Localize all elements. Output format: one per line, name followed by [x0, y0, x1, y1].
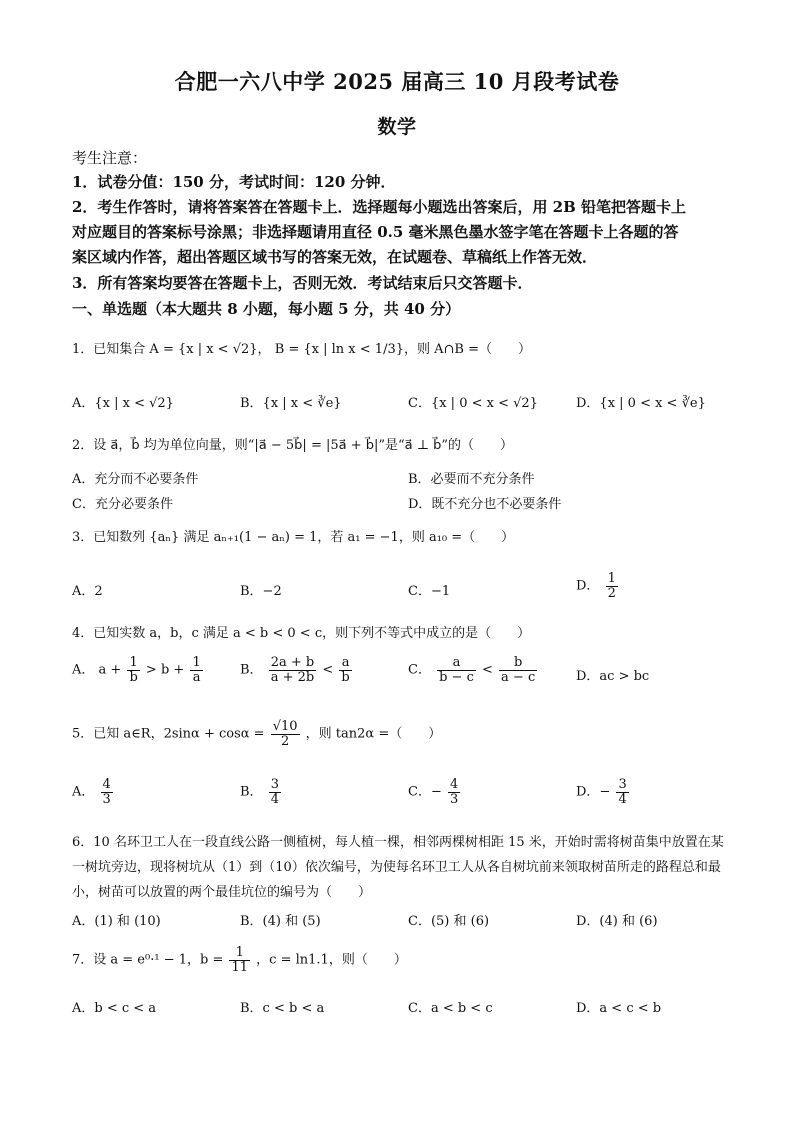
option-d[interactable] [576, 778, 631, 806]
question-2-options-row1 [72, 468, 732, 496]
set-a-definition: A = {x | x < √2} [149, 342, 258, 357]
option-d[interactable] [576, 572, 620, 600]
option-label: D． [576, 578, 600, 594]
option-label: A． [72, 784, 95, 800]
option-a[interactable]: A．b < c < a [72, 1001, 157, 1016]
option-label: B． [240, 784, 263, 800]
question-5-options [72, 778, 732, 806]
option-b[interactable]: B．−2 [240, 584, 282, 599]
section-heading: 一、单选题（本大题共 8 小题，每小题 5 分，共 40 分） [72, 300, 461, 318]
fraction [606, 572, 618, 600]
relation: < [322, 662, 334, 678]
option-b[interactable] [240, 656, 354, 684]
denominator: 3 [102, 791, 111, 807]
numerator: 2a + b [270, 655, 315, 670]
option-c[interactable]: C．−1 [408, 584, 451, 599]
fraction [101, 778, 113, 806]
fraction [269, 778, 281, 806]
fraction [269, 656, 317, 684]
question-5 [72, 720, 732, 748]
question-2-options-row2 [72, 493, 732, 521]
option-a[interactable]: A．{x | x < √2} [72, 396, 174, 411]
option-d[interactable]: D．(4) 和 (6) [576, 914, 658, 929]
fraction [127, 656, 139, 684]
question-stem [72, 338, 732, 357]
denominator: a + 2b [270, 669, 315, 685]
exam-title: 合肥一六八中学 2025 届高三 10 月段考试卷 [174, 69, 620, 94]
numerator: 1 [229, 946, 250, 961]
option-a[interactable]: A．充分而不必要条件 [72, 472, 199, 487]
denominator: a − c [501, 669, 536, 685]
option-label: A． [72, 662, 95, 678]
option-b[interactable] [240, 778, 283, 806]
expression: 5．已知 a∈R，2sinα + cosα = [72, 726, 265, 742]
set-b-definition: B = {x | ln x < 1/3} [274, 342, 404, 357]
question-7 [72, 946, 732, 974]
notes-line: 对应题目的答案标号涂黑；非选择题请用直径 0.5 毫米黑色墨水签字笔在答题卡上各题的答 [72, 223, 679, 241]
question-6-options [72, 910, 732, 938]
notes-line: 案区域内作答，超出答题区域书写的答案无效，在试题卷、草稿纸上作答无效． [72, 248, 598, 266]
numerator: 4 [102, 777, 111, 792]
option-c[interactable]: C．{x | 0 < x < √2} [408, 396, 538, 411]
fraction [499, 656, 537, 684]
question-ask: ，则 tan2α =（ ） [305, 726, 442, 742]
denominator: 3 [450, 791, 459, 807]
question-stem: 2．设 a⃗，b⃗ 均为单位向量，则“|a⃗ − 5b⃗| = |5a⃗ + b⃗|”是“a⃗ ⊥ b⃗”的（ ） [72, 438, 514, 453]
question-6 [72, 830, 732, 905]
fraction [616, 778, 628, 806]
option-label: B． [240, 662, 263, 678]
expression: 7．设 a = e⁰·¹ − 1，b = [72, 952, 224, 968]
option-c[interactable]: C．(5) 和 (6) [408, 914, 490, 929]
denominator: 4 [270, 791, 279, 807]
fraction [190, 656, 202, 684]
question-stem: 4．已知实数 a，b，c 满足 a < b < 0 < c，则下列不等式中成立的是（ ） [72, 626, 531, 641]
numerator: 1 [127, 656, 139, 671]
question-1-options [72, 392, 732, 420]
option-d[interactable]: D．ac > bc [576, 669, 650, 684]
fraction [339, 656, 351, 684]
question-stem [72, 946, 732, 974]
question-ask: ，则 A∩B =（ ） [404, 342, 531, 357]
denominator: 2 [607, 585, 616, 601]
option-label: D． [576, 784, 600, 800]
expression: > b + [145, 662, 185, 678]
option-a[interactable] [72, 778, 115, 806]
question-1 [72, 338, 732, 357]
question-stem: 6．10 名环卫工人在一段直线公路一侧植树，每人植一棵，相邻两棵树相距 15 米，开始时需将树苗集中放置在某一树坑旁边，现将树坑从（1）到（10）依次编号，为使每名环卫工人从各自树坑前来领取树苗所走的路程总和最小，树苗可以放置的两个最佳坑位的编号为（ ） [72, 835, 724, 900]
question-ask: ，c = ln1.1，则（ ） [256, 952, 407, 968]
numerator: a [437, 656, 476, 671]
numerator: 3 [270, 777, 279, 792]
option-label: C． [408, 662, 431, 678]
option-a[interactable]: A．2 [72, 584, 103, 599]
option-a[interactable]: A．(1) 和 (10) [72, 914, 161, 929]
denominator: 2 [280, 733, 290, 749]
option-label: C． [408, 784, 431, 800]
separator: ， [257, 342, 271, 357]
denominator: a [192, 669, 201, 685]
numerator: 1 [192, 655, 201, 670]
denominator: b − c [439, 669, 474, 685]
notes-heading: 考生注意： [72, 149, 148, 167]
numerator: √10 [272, 719, 298, 734]
fraction [229, 946, 250, 974]
denominator: b [341, 669, 350, 685]
fraction [437, 656, 476, 684]
question-number: 1．已知集合 [72, 342, 146, 357]
option-c[interactable]: C．a < b < c [408, 1001, 493, 1016]
numerator: b [499, 656, 537, 671]
question-4 [72, 622, 732, 641]
option-c[interactable]: C．充分必要条件 [72, 497, 173, 512]
question-2 [72, 434, 732, 453]
sign: − [599, 784, 611, 800]
numerator: 3 [618, 777, 627, 792]
option-b[interactable]: B．(4) 和 (5) [240, 914, 321, 929]
denominator: 11 [231, 959, 249, 975]
question-stem [72, 720, 732, 748]
option-c[interactable] [408, 656, 539, 684]
option-c[interactable] [408, 778, 462, 806]
question-4-options [72, 656, 732, 684]
question-3 [72, 526, 732, 545]
option-b[interactable]: B．{x | x < ∛e} [240, 396, 342, 411]
numerator: 4 [450, 777, 459, 792]
denominator: 4 [618, 791, 627, 807]
subject-title: 数学 [377, 116, 417, 138]
option-b[interactable]: B．必要而不充分条件 [408, 472, 535, 487]
option-b[interactable]: B．c < b < a [240, 1001, 325, 1016]
sign: − [430, 784, 442, 800]
option-a[interactable] [72, 656, 205, 684]
question-stem: 3．已知数列 {aₙ} 满足 aₙ₊₁(1 − aₙ) = 1，若 a₁ = −1，则 a₁₀ =（ ） [72, 530, 515, 545]
numerator: 1 [607, 571, 616, 586]
notes-line: 2．考生作答时，请将答案答在答题卡上．选择题每小题选出答案后，用 2B 铅笔把答题卡上 [72, 198, 687, 216]
option-d[interactable]: D．a < c < b [576, 1001, 662, 1016]
question-3-options [72, 572, 732, 600]
expression: a + [98, 662, 122, 678]
option-d[interactable]: D．{x | 0 < x < ∛e} [576, 396, 706, 411]
denominator: b [129, 669, 138, 685]
fraction [448, 778, 460, 806]
notes-line: 3．所有答案均要答在答题卡上，否则无效．考试结束后只交答题卡． [72, 274, 533, 292]
relation: < [482, 662, 493, 678]
option-d[interactable]: D．既不充分也不必要条件 [408, 497, 562, 512]
fraction [271, 720, 300, 748]
notes-line: 1．试卷分值：150 分，考试时间：120 分钟． [72, 173, 396, 191]
numerator: a [339, 656, 351, 671]
question-7-options [72, 997, 732, 1025]
